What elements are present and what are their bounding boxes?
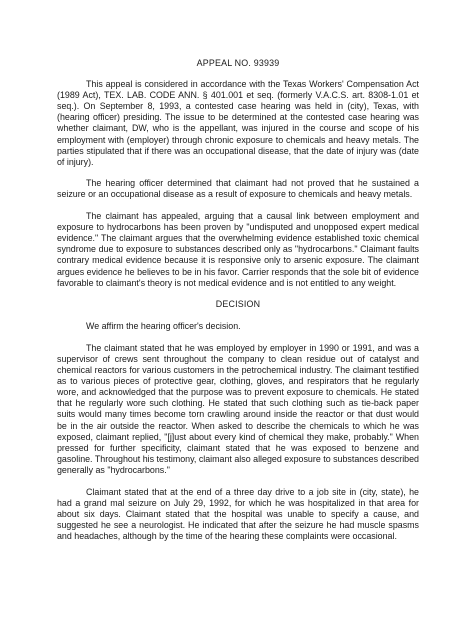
seizure-paragraph: Claimant stated that at the end of a three day drive to a job site in (city, state), he had a grand mal seizure on July 29, 1992, for which he was hospitalized in that area for about six days. Claimant stated that the hospital was unable to specify a cause, and suggested he see a neurologist. He indicated that after the seizure he had muscle spasms and headaches, although by the time of the hearing these complaints were occasional.	[57, 486, 419, 541]
appeal-number-title: APPEAL NO. 93939	[196, 58, 280, 68]
hearing-officer-determination-paragraph: The hearing officer determined that claimant had not proved that he sustained a seizure or an occupational disease as a result of exposure to chemicals and heavy metals.	[57, 178, 419, 200]
decision-heading: DECISION	[215, 299, 261, 310]
intro-paragraph: This appeal is considered in accordance with the Texas Workers' Compensation Act (1989 Act), TEX. LAB. CODE ANN. § 401.001 et seq. (formerly V.A.C.S. art. 8308-1.01 et seq.). On September 8, 1993, a contested case hearing was held in (city), Texas, with (hearing officer) presiding. The issue to be determined at the contested case hearing was whether claimant, DW, who is the appellant, was injured in the course and scope of his employment with (employer) through chronic exposure to chemicals and heavy metals. The parties stipulated that if there was an occupational disease, that the date of injury was (date of injury).	[57, 79, 419, 167]
claimant-appeal-paragraph: The claimant has appealed, arguing that a causal link between employment and exposure to hydrocarbons has been proven by "undisputed and unopposed expert medical evidence." The claimant argues that the overwhelming evidence established toxic chemical syndrome due to exposure to substances described only as "hydrocarbons." Claimant faults contrary medical evidence because it is responsive only to arsenic exposure. The claimant argues evidence he believes to be in his favor. Carrier responds that the sole bit of evidence favorable to claimant's theory is not medical evidence and is not entitled to any weight.	[57, 211, 419, 288]
document-page	[57, 58, 419, 552]
claimant-employment-paragraph: The claimant stated that he was employed by employer in 1990 or 1991, and was a supervisor of crews sent throughout the company to clean residue out of catalyst and chemical reactors for various customers in the petrochemical industry. The claimant testified as to various pieces of protective gear, clothing, gloves, and respirators that he regularly wore, and acknowledged that the purpose was to prevent exposure to chemicals. He stated that he regularly wore such clothing. He stated that such clothing such as tie-back paper suits would many times become torn crawling around inside the reactor or that dust would be in the air outside the reactor. When asked to describe the chemicals to which he was exposed, claimant replied, "[j]ust about every kind of chemical they make, probably." When pressed for further specificity, claimant stated that he was exposed to benzene and gasoline. Throughout his testimony, claimant also alleged exposure to substances described generally as "hydrocarbons."	[57, 342, 419, 475]
affirm-paragraph: We affirm the hearing officer's decision.	[86, 321, 241, 332]
